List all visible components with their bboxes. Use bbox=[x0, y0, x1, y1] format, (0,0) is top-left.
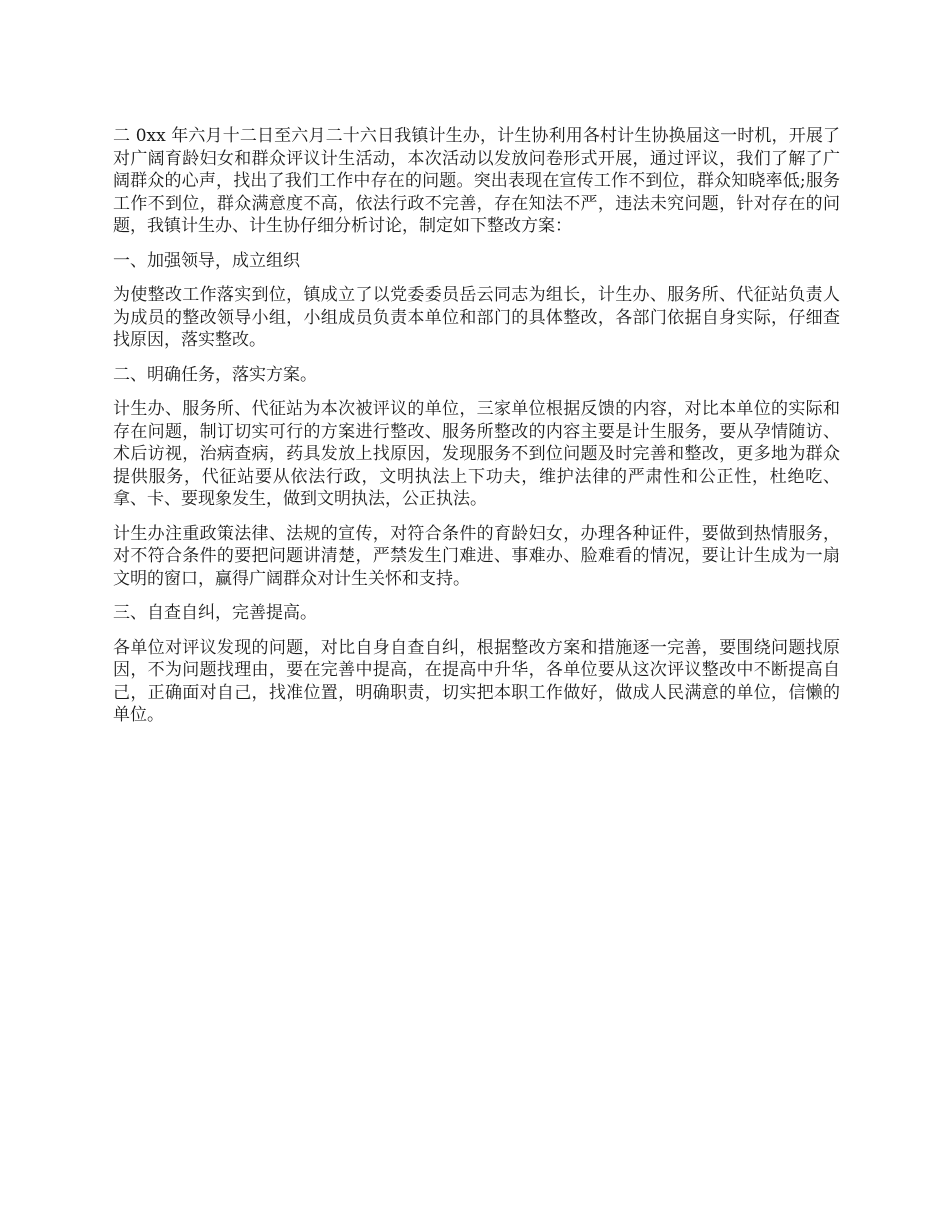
document-page bbox=[113, 125, 840, 739]
section-heading-1: 一、加强领导，成立组织 bbox=[113, 250, 300, 271]
section-heading-2: 二、明确任务，落实方案。 bbox=[113, 364, 317, 385]
intro-paragraph: 二 0xx 年六月十二日至六月二十六日我镇计生办，计生协利用各村计生协换届这一时机，开展了对广阔育龄妇女和群众评议计生活动，本次活动以发放问卷形式开展，通过评议，我们了解了广阔群众的心声，找出了我们工作中存在的问题。突出表现在宣传工作不到位，群众知晓率低;服务工作不到位，群众满意度不高，依法行政不完善，存在知法不严，违法未究问题，针对存在的问题，我镇计生办、计生协仔细分析讨论，制定如下整改方案： bbox=[113, 126, 840, 236]
section-2-paragraph-2: 计生办注重政策法律、法规的宣传，对符合条件的育龄妇女，办理各种证件，要做到热情服务，对不符合条件的要把问题讲清楚，严禁发生门难进、事难办、脸难看的情况，要让计生成为一扇文明的窗口，赢得广阔群众对计生关怀和支持。 bbox=[113, 523, 840, 589]
section-1-paragraph: 为使整改工作落实到位，镇成立了以党委委员岳云同志为组长，计生办、服务所、代征站负责人为成员的整改领导小组，小组成员负责本单位和部门的具体整改，各部门依据自身实际，仔细查找原因，落实整改。 bbox=[113, 285, 840, 350]
section-heading-3: 三、自查自纠，完善提高。 bbox=[113, 603, 317, 623]
section-2-paragraph-1: 计生办、服务所、代征站为本次被评议的单位，三家单位根据反馈的内容，对比本单位的实际和存在问题，制订切实可行的方案进行整改、服务所整改的内容主要是计生服务，要从孕情随访、术后访视，治病查病，药具发放上找原因，发现服务不到位问题及时完善和整改，更多地为群众提供服务，代征站要从依法行政，文明执法上下功夫，维护法律的严肃性和公正性，杜绝吃、拿、卡、要现象发生，做到文明执法，公正执法。 bbox=[113, 399, 840, 509]
section-3-paragraph: 各单位对评议发现的问题，对比自身自查自纠，根据整改方案和措施逐一完善，要围绕问题找原因，不为问题找理由，要在完善中提高，在提高中升华，各单位要从这次评议整改中不断提高自己，正确面对自己，找准位置，明确职责，切实把本职工作做好，做成人民满意的单位，信懒的单位。 bbox=[113, 637, 840, 725]
